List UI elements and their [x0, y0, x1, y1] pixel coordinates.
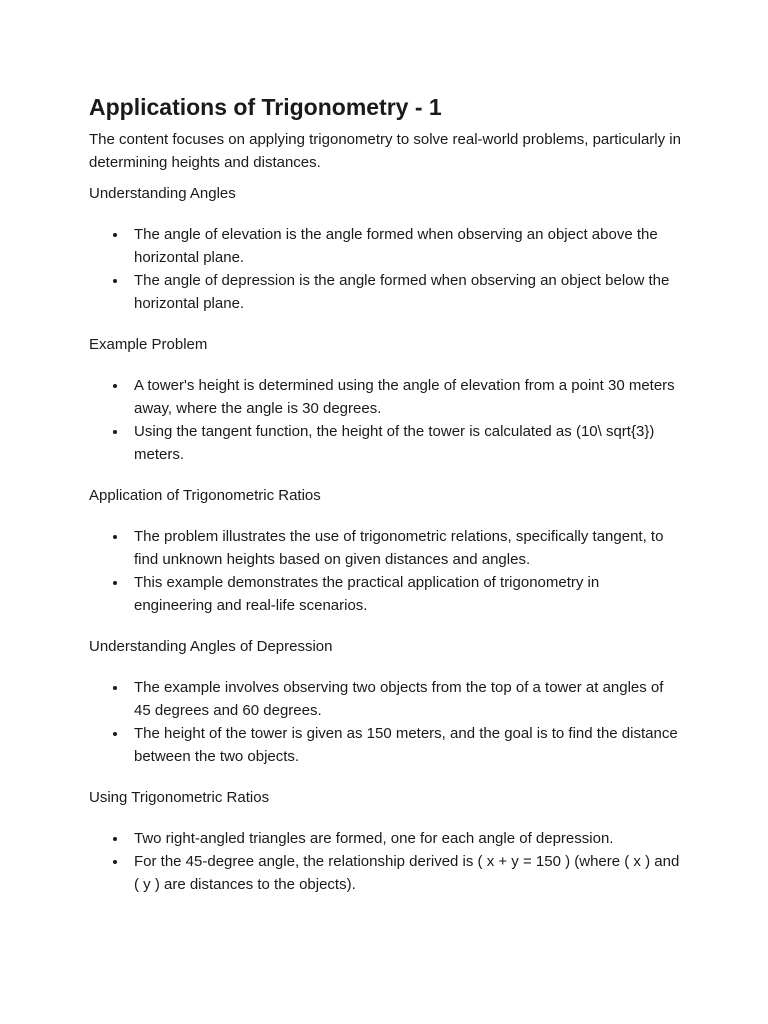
section-example-problem	[89, 333, 681, 466]
list-item: The example involves observing two objects from the top of a tower at angles of 45 degrees and 60 degrees.	[134, 676, 681, 722]
section-application-of-trigonometric-ratios	[89, 484, 681, 617]
list-item: A tower's height is determined using the angle of elevation from a point 30 meters away, where the angle is 30 degrees.	[134, 374, 681, 420]
list-item: The angle of depression is the angle formed when observing an object below the horizontal plane.	[134, 269, 681, 315]
bullet-list	[89, 827, 681, 896]
page-title: Applications of Trigonometry - 1	[89, 94, 442, 120]
list-item: The height of the tower is given as 150 meters, and the goal is to find the distance between the two objects.	[134, 722, 681, 768]
list-item: Two right-angled triangles are formed, one for each angle of depression.	[134, 827, 681, 850]
section-heading: Using Trigonometric Ratios	[89, 789, 270, 806]
document-page	[89, 92, 681, 914]
bullet-list	[89, 374, 681, 466]
section-using-trigonometric-ratios	[89, 786, 681, 896]
list-item: Using the tangent function, the height of the tower is calculated as (10\ sqrt{3}) meters.	[134, 420, 681, 466]
bullet-list	[89, 525, 681, 617]
section-heading: Example Problem	[89, 336, 208, 353]
list-item: The angle of elevation is the angle formed when observing an object above the horizontal plane.	[134, 223, 681, 269]
list-item: This example demonstrates the practical application of trigonometry in engineering and real-life scenarios.	[134, 571, 681, 617]
section-heading: Application of Trigonometric Ratios	[89, 487, 321, 504]
list-item: The problem illustrates the use of trigonometric relations, specifically tangent, to find unknown heights based on given distances and angles.	[134, 525, 681, 571]
bullet-list	[89, 223, 681, 315]
section-understanding-angles-of-depression	[89, 635, 681, 768]
bullet-list	[89, 676, 681, 768]
section-understanding-angles	[89, 182, 681, 315]
list-item: For the 45-degree angle, the relationship derived is ( x + y = 150 ) (where ( x ) and ( y ) are distances to the objects).	[134, 850, 681, 896]
section-heading: Understanding Angles	[89, 185, 236, 202]
intro-paragraph: The content focuses on applying trigonometry to solve real-world problems, particularly in determining heights and distances.	[89, 131, 681, 171]
section-heading: Understanding Angles of Depression	[89, 638, 333, 655]
